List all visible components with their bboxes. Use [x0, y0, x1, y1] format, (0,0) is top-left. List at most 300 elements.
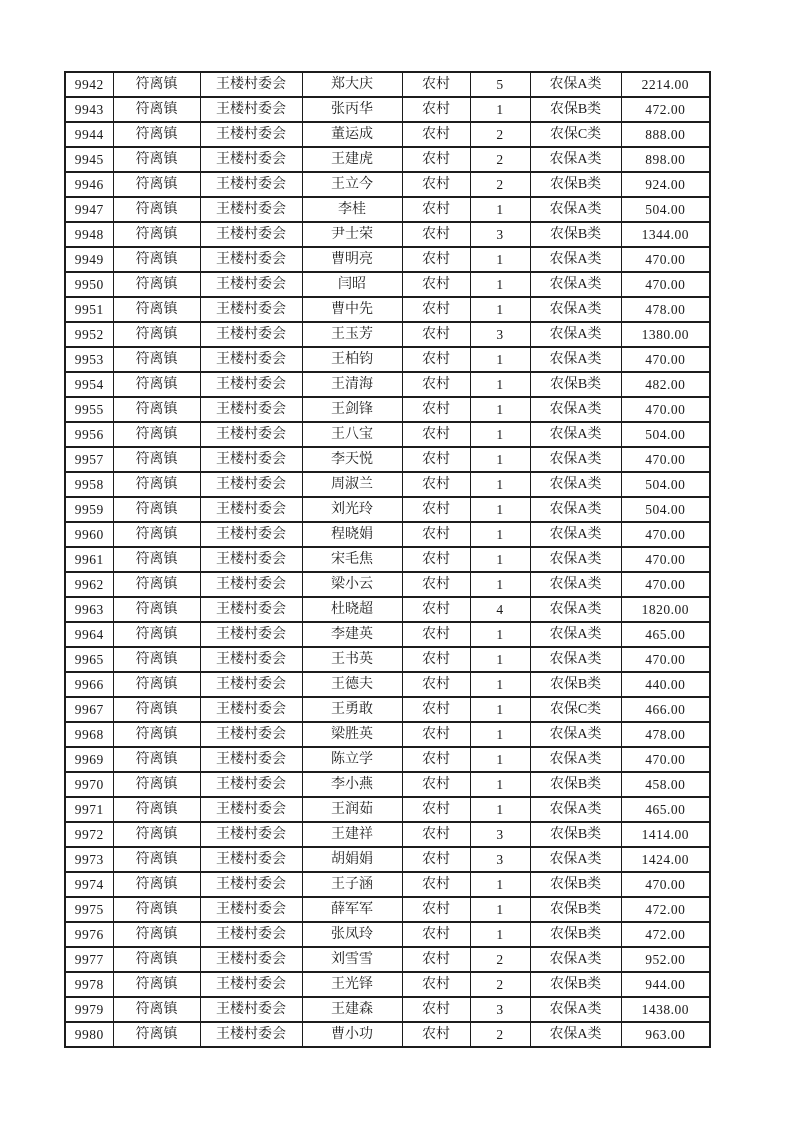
cell-town: 符离镇 — [113, 922, 200, 947]
cell-person_count: 1 — [470, 797, 530, 822]
cell-insurance_category: 农保B类 — [530, 872, 621, 897]
cell-town: 符离镇 — [113, 997, 200, 1022]
cell-amount: 952.00 — [621, 947, 710, 972]
cell-name: 曹明亮 — [302, 247, 402, 272]
cell-person_count: 1 — [470, 522, 530, 547]
cell-person_count: 1 — [470, 347, 530, 372]
cell-insurance_category: 农保B类 — [530, 822, 621, 847]
cell-town: 符离镇 — [113, 197, 200, 222]
cell-town: 符离镇 — [113, 947, 200, 972]
cell-town: 符离镇 — [113, 822, 200, 847]
cell-person_count: 1 — [470, 247, 530, 272]
cell-town: 符离镇 — [113, 572, 200, 597]
cell-residence_type: 农村 — [402, 822, 470, 847]
cell-amount: 472.00 — [621, 897, 710, 922]
cell-person_count: 1 — [470, 472, 530, 497]
cell-insurance_category: 农保B类 — [530, 97, 621, 122]
cell-village: 王楼村委会 — [200, 372, 302, 397]
cell-amount: 1344.00 — [621, 222, 710, 247]
table-row — [65, 122, 710, 147]
cell-person_count: 1 — [470, 372, 530, 397]
cell-name: 王书英 — [302, 647, 402, 672]
cell-village: 王楼村委会 — [200, 947, 302, 972]
cell-insurance_category: 农保A类 — [530, 722, 621, 747]
cell-town: 符离镇 — [113, 872, 200, 897]
cell-name: 程晓娟 — [302, 522, 402, 547]
cell-residence_type: 农村 — [402, 922, 470, 947]
cell-person_count: 2 — [470, 1022, 530, 1047]
cell-id: 9946 — [65, 172, 113, 197]
cell-residence_type: 农村 — [402, 272, 470, 297]
cell-id: 9963 — [65, 597, 113, 622]
cell-id: 9942 — [65, 72, 113, 97]
cell-village: 王楼村委会 — [200, 847, 302, 872]
cell-amount: 504.00 — [621, 197, 710, 222]
cell-insurance_category: 农保C类 — [530, 697, 621, 722]
cell-village: 王楼村委会 — [200, 897, 302, 922]
cell-insurance_category: 农保A类 — [530, 422, 621, 447]
cell-village: 王楼村委会 — [200, 672, 302, 697]
cell-residence_type: 农村 — [402, 572, 470, 597]
cell-id: 9951 — [65, 297, 113, 322]
cell-name: 王立今 — [302, 172, 402, 197]
table-row — [65, 847, 710, 872]
cell-town: 符离镇 — [113, 297, 200, 322]
cell-insurance_category: 农保A类 — [530, 247, 621, 272]
cell-insurance_category: 农保B类 — [530, 897, 621, 922]
cell-amount: 504.00 — [621, 472, 710, 497]
table-row — [65, 72, 710, 97]
cell-name: 王柏钧 — [302, 347, 402, 372]
table-row — [65, 672, 710, 697]
cell-residence_type: 农村 — [402, 897, 470, 922]
cell-village: 王楼村委会 — [200, 222, 302, 247]
cell-person_count: 2 — [470, 972, 530, 997]
cell-id: 9961 — [65, 547, 113, 572]
cell-person_count: 1 — [470, 447, 530, 472]
cell-id: 9953 — [65, 347, 113, 372]
cell-town: 符离镇 — [113, 222, 200, 247]
table-row — [65, 97, 710, 122]
cell-id: 9952 — [65, 322, 113, 347]
cell-insurance_category: 农保A类 — [530, 547, 621, 572]
cell-id: 9967 — [65, 697, 113, 722]
cell-person_count: 1 — [470, 622, 530, 647]
table-row — [65, 472, 710, 497]
cell-person_count: 3 — [470, 222, 530, 247]
cell-town: 符离镇 — [113, 897, 200, 922]
cell-id: 9957 — [65, 447, 113, 472]
table-row — [65, 897, 710, 922]
table-row — [65, 772, 710, 797]
cell-name: 李建英 — [302, 622, 402, 647]
cell-insurance_category: 农保B类 — [530, 372, 621, 397]
cell-amount: 470.00 — [621, 872, 710, 897]
cell-village: 王楼村委会 — [200, 797, 302, 822]
cell-town: 符离镇 — [113, 122, 200, 147]
table-row — [65, 447, 710, 472]
table-row — [65, 497, 710, 522]
table-row — [65, 297, 710, 322]
cell-name: 王子涵 — [302, 872, 402, 897]
cell-village: 王楼村委会 — [200, 647, 302, 672]
cell-name: 尹士荣 — [302, 222, 402, 247]
cell-amount: 963.00 — [621, 1022, 710, 1047]
table-row — [65, 922, 710, 947]
table-row — [65, 172, 710, 197]
cell-town: 符离镇 — [113, 347, 200, 372]
cell-amount: 1820.00 — [621, 597, 710, 622]
cell-town: 符离镇 — [113, 147, 200, 172]
cell-town: 符离镇 — [113, 522, 200, 547]
cell-insurance_category: 农保A类 — [530, 472, 621, 497]
cell-residence_type: 农村 — [402, 447, 470, 472]
cell-person_count: 1 — [470, 672, 530, 697]
cell-id: 9945 — [65, 147, 113, 172]
cell-insurance_category: 农保B类 — [530, 922, 621, 947]
table-row — [65, 272, 710, 297]
cell-village: 王楼村委会 — [200, 822, 302, 847]
cell-name: 李小燕 — [302, 772, 402, 797]
cell-village: 王楼村委会 — [200, 347, 302, 372]
table-row — [65, 347, 710, 372]
cell-id: 9958 — [65, 472, 113, 497]
cell-id: 9969 — [65, 747, 113, 772]
cell-residence_type: 农村 — [402, 797, 470, 822]
table-row — [65, 197, 710, 222]
cell-town: 符离镇 — [113, 272, 200, 297]
cell-person_count: 1 — [470, 922, 530, 947]
cell-id: 9956 — [65, 422, 113, 447]
cell-person_count: 1 — [470, 872, 530, 897]
cell-town: 符离镇 — [113, 622, 200, 647]
cell-id: 9955 — [65, 397, 113, 422]
cell-residence_type: 农村 — [402, 197, 470, 222]
cell-residence_type: 农村 — [402, 297, 470, 322]
cell-id: 9975 — [65, 897, 113, 922]
cell-town: 符离镇 — [113, 697, 200, 722]
cell-amount: 470.00 — [621, 272, 710, 297]
cell-id: 9974 — [65, 872, 113, 897]
cell-insurance_category: 农保B类 — [530, 172, 621, 197]
cell-town: 符离镇 — [113, 322, 200, 347]
cell-amount: 470.00 — [621, 547, 710, 572]
cell-residence_type: 农村 — [402, 547, 470, 572]
cell-residence_type: 农村 — [402, 772, 470, 797]
cell-name: 闫昭 — [302, 272, 402, 297]
cell-insurance_category: 农保A类 — [530, 522, 621, 547]
cell-village: 王楼村委会 — [200, 322, 302, 347]
table-row — [65, 722, 710, 747]
cell-town: 符离镇 — [113, 97, 200, 122]
cell-insurance_category: 农保A类 — [530, 72, 621, 97]
cell-town: 符离镇 — [113, 372, 200, 397]
table-row — [65, 972, 710, 997]
cell-village: 王楼村委会 — [200, 597, 302, 622]
cell-amount: 465.00 — [621, 622, 710, 647]
cell-amount: 1414.00 — [621, 822, 710, 847]
cell-name: 陈立学 — [302, 747, 402, 772]
cell-name: 胡娟娟 — [302, 847, 402, 872]
cell-person_count: 5 — [470, 72, 530, 97]
cell-name: 王润茹 — [302, 797, 402, 822]
cell-person_count: 1 — [470, 722, 530, 747]
cell-town: 符离镇 — [113, 472, 200, 497]
cell-residence_type: 农村 — [402, 247, 470, 272]
cell-person_count: 1 — [470, 747, 530, 772]
table-row — [65, 322, 710, 347]
cell-village: 王楼村委会 — [200, 247, 302, 272]
cell-residence_type: 农村 — [402, 597, 470, 622]
cell-town: 符离镇 — [113, 447, 200, 472]
cell-village: 王楼村委会 — [200, 172, 302, 197]
cell-insurance_category: 农保A类 — [530, 997, 621, 1022]
cell-insurance_category: 农保B类 — [530, 222, 621, 247]
cell-person_count: 4 — [470, 597, 530, 622]
cell-amount: 1438.00 — [621, 997, 710, 1022]
table-row — [65, 222, 710, 247]
cell-id: 9964 — [65, 622, 113, 647]
cell-person_count: 1 — [470, 97, 530, 122]
cell-person_count: 2 — [470, 122, 530, 147]
cell-id: 9950 — [65, 272, 113, 297]
cell-town: 符离镇 — [113, 597, 200, 622]
cell-insurance_category: 农保A类 — [530, 147, 621, 172]
cell-name: 董运成 — [302, 122, 402, 147]
cell-amount: 888.00 — [621, 122, 710, 147]
cell-town: 符离镇 — [113, 1022, 200, 1047]
cell-village: 王楼村委会 — [200, 547, 302, 572]
cell-person_count: 1 — [470, 572, 530, 597]
cell-town: 符离镇 — [113, 672, 200, 697]
cell-amount: 898.00 — [621, 147, 710, 172]
cell-id: 9978 — [65, 972, 113, 997]
table-row — [65, 547, 710, 572]
cell-name: 郑大庆 — [302, 72, 402, 97]
cell-id: 9949 — [65, 247, 113, 272]
cell-amount: 440.00 — [621, 672, 710, 697]
table-row — [65, 747, 710, 772]
cell-id: 9966 — [65, 672, 113, 697]
cell-amount: 470.00 — [621, 247, 710, 272]
table-row — [65, 647, 710, 672]
records-table — [64, 71, 711, 1048]
cell-village: 王楼村委会 — [200, 697, 302, 722]
table-row — [65, 372, 710, 397]
cell-insurance_category: 农保A类 — [530, 1022, 621, 1047]
cell-name: 刘雪雪 — [302, 947, 402, 972]
cell-town: 符离镇 — [113, 497, 200, 522]
cell-person_count: 1 — [470, 422, 530, 447]
cell-town: 符离镇 — [113, 397, 200, 422]
cell-id: 9959 — [65, 497, 113, 522]
cell-name: 王清海 — [302, 372, 402, 397]
table-row — [65, 247, 710, 272]
table-row — [65, 147, 710, 172]
cell-amount: 482.00 — [621, 372, 710, 397]
cell-village: 王楼村委会 — [200, 272, 302, 297]
cell-name: 王剑锋 — [302, 397, 402, 422]
cell-name: 杜晓超 — [302, 597, 402, 622]
cell-town: 符离镇 — [113, 72, 200, 97]
cell-residence_type: 农村 — [402, 722, 470, 747]
cell-amount: 470.00 — [621, 747, 710, 772]
table-row — [65, 397, 710, 422]
cell-insurance_category: 农保A类 — [530, 347, 621, 372]
cell-village: 王楼村委会 — [200, 572, 302, 597]
cell-id: 9962 — [65, 572, 113, 597]
cell-name: 宋毛焦 — [302, 547, 402, 572]
cell-town: 符离镇 — [113, 247, 200, 272]
cell-insurance_category: 农保B类 — [530, 672, 621, 697]
cell-amount: 470.00 — [621, 522, 710, 547]
cell-village: 王楼村委会 — [200, 147, 302, 172]
cell-insurance_category: 农保A类 — [530, 322, 621, 347]
cell-residence_type: 农村 — [402, 497, 470, 522]
cell-residence_type: 农村 — [402, 172, 470, 197]
cell-person_count: 2 — [470, 147, 530, 172]
cell-insurance_category: 农保B类 — [530, 972, 621, 997]
cell-village: 王楼村委会 — [200, 1022, 302, 1047]
cell-name: 梁胜英 — [302, 722, 402, 747]
cell-village: 王楼村委会 — [200, 297, 302, 322]
cell-id: 9960 — [65, 522, 113, 547]
table-row — [65, 597, 710, 622]
cell-town: 符离镇 — [113, 847, 200, 872]
cell-residence_type: 农村 — [402, 1022, 470, 1047]
table-row — [65, 947, 710, 972]
records-table-body — [65, 72, 710, 1047]
cell-id: 9947 — [65, 197, 113, 222]
cell-amount: 472.00 — [621, 922, 710, 947]
cell-residence_type: 农村 — [402, 522, 470, 547]
cell-id: 9965 — [65, 647, 113, 672]
table-row — [65, 522, 710, 547]
table-row — [65, 797, 710, 822]
cell-person_count: 1 — [470, 772, 530, 797]
cell-amount: 470.00 — [621, 447, 710, 472]
cell-amount: 470.00 — [621, 572, 710, 597]
cell-town: 符离镇 — [113, 422, 200, 447]
cell-residence_type: 农村 — [402, 72, 470, 97]
cell-village: 王楼村委会 — [200, 972, 302, 997]
cell-amount: 504.00 — [621, 497, 710, 522]
cell-residence_type: 农村 — [402, 972, 470, 997]
cell-residence_type: 农村 — [402, 847, 470, 872]
cell-amount: 466.00 — [621, 697, 710, 722]
cell-name: 王建森 — [302, 997, 402, 1022]
cell-village: 王楼村委会 — [200, 447, 302, 472]
cell-person_count: 3 — [470, 847, 530, 872]
table-row — [65, 697, 710, 722]
cell-name: 王建虎 — [302, 147, 402, 172]
cell-village: 王楼村委会 — [200, 747, 302, 772]
cell-name: 王勇敢 — [302, 697, 402, 722]
cell-person_count: 1 — [470, 697, 530, 722]
cell-residence_type: 农村 — [402, 322, 470, 347]
cell-id: 9943 — [65, 97, 113, 122]
cell-residence_type: 农村 — [402, 347, 470, 372]
cell-amount: 478.00 — [621, 722, 710, 747]
cell-residence_type: 农村 — [402, 672, 470, 697]
cell-name: 王德夫 — [302, 672, 402, 697]
cell-id: 9973 — [65, 847, 113, 872]
cell-town: 符离镇 — [113, 547, 200, 572]
cell-insurance_category: 农保A类 — [530, 647, 621, 672]
cell-amount: 472.00 — [621, 97, 710, 122]
cell-name: 李桂 — [302, 197, 402, 222]
cell-person_count: 1 — [470, 297, 530, 322]
cell-town: 符离镇 — [113, 647, 200, 672]
cell-village: 王楼村委会 — [200, 472, 302, 497]
cell-village: 王楼村委会 — [200, 122, 302, 147]
cell-id: 9944 — [65, 122, 113, 147]
cell-amount: 2214.00 — [621, 72, 710, 97]
cell-residence_type: 农村 — [402, 372, 470, 397]
cell-insurance_category: 农保A类 — [530, 622, 621, 647]
cell-residence_type: 农村 — [402, 872, 470, 897]
cell-person_count: 1 — [470, 647, 530, 672]
cell-insurance_category: 农保A类 — [530, 397, 621, 422]
cell-village: 王楼村委会 — [200, 922, 302, 947]
cell-town: 符离镇 — [113, 972, 200, 997]
table-row — [65, 997, 710, 1022]
cell-residence_type: 农村 — [402, 147, 470, 172]
cell-residence_type: 农村 — [402, 997, 470, 1022]
cell-amount: 465.00 — [621, 797, 710, 822]
cell-person_count: 2 — [470, 947, 530, 972]
cell-residence_type: 农村 — [402, 947, 470, 972]
cell-id: 9977 — [65, 947, 113, 972]
cell-person_count: 3 — [470, 322, 530, 347]
cell-name: 王光铎 — [302, 972, 402, 997]
cell-village: 王楼村委会 — [200, 422, 302, 447]
cell-insurance_category: 农保A类 — [530, 572, 621, 597]
cell-person_count: 3 — [470, 997, 530, 1022]
cell-residence_type: 农村 — [402, 697, 470, 722]
cell-village: 王楼村委会 — [200, 622, 302, 647]
cell-id: 9979 — [65, 997, 113, 1022]
cell-name: 张丙华 — [302, 97, 402, 122]
cell-name: 曹中先 — [302, 297, 402, 322]
cell-id: 9948 — [65, 222, 113, 247]
cell-village: 王楼村委会 — [200, 997, 302, 1022]
cell-insurance_category: 农保A类 — [530, 947, 621, 972]
cell-insurance_category: 农保A类 — [530, 747, 621, 772]
cell-residence_type: 农村 — [402, 747, 470, 772]
cell-insurance_category: 农保A类 — [530, 497, 621, 522]
cell-name: 薛军军 — [302, 897, 402, 922]
cell-name: 曹小功 — [302, 1022, 402, 1047]
table-row — [65, 822, 710, 847]
table-row — [65, 622, 710, 647]
cell-insurance_category: 农保A类 — [530, 197, 621, 222]
cell-id: 9971 — [65, 797, 113, 822]
cell-village: 王楼村委会 — [200, 97, 302, 122]
cell-village: 王楼村委会 — [200, 722, 302, 747]
table-row — [65, 1022, 710, 1047]
cell-id: 9954 — [65, 372, 113, 397]
table-row — [65, 422, 710, 447]
cell-village: 王楼村委会 — [200, 772, 302, 797]
cell-amount: 458.00 — [621, 772, 710, 797]
cell-insurance_category: 农保A类 — [530, 272, 621, 297]
cell-town: 符离镇 — [113, 772, 200, 797]
cell-amount: 1380.00 — [621, 322, 710, 347]
cell-residence_type: 农村 — [402, 422, 470, 447]
cell-amount: 478.00 — [621, 297, 710, 322]
cell-insurance_category: 农保B类 — [530, 772, 621, 797]
